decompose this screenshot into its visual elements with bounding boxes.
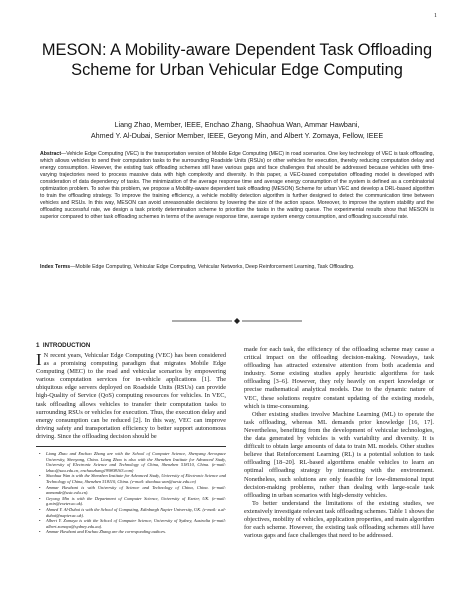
- footnote-item: • Ammar Hawbani and Enchao Zhang are the corresponding authors.: [46, 529, 226, 535]
- author-line-2: Ahmed Y. Al-Dubai, Senior Member, IEEE, Geyong Min, and Albert Y. Zomaya, Fellow, IEEE: [90, 130, 384, 140]
- abstract-label: Abstract: [40, 151, 62, 157]
- index-terms-label: Index Terms: [40, 264, 71, 270]
- paper-title: MESON: A Mobility-aware Dependent Task Offloading Scheme for Urban Vehicular Edge Computing: [41, 41, 433, 79]
- footnote-item: • Ammar Hawbani is with University of Science and Technology of China, China. (e-mail: anmande@ustc.edu.cn).: [46, 485, 226, 496]
- section-number: 1: [36, 342, 40, 349]
- body-paragraph: Other existing studies involve Machine Learning (ML) to operate the task offloading, whereas ML demands prior knowledge [16, 17]. Nevertheless, benefiting from the development of vehicular technologies, the data generated by vehicles is with variability and diversity. It is difficult to obtain large amounts of data to train ML models. Other studies believe that Reinforcement Learning (RL) is a potential solution to task offloading [18–20]. RL-based algorithms enable vehicles to learn an optimal offloading strategy by interacting with the environment. Nonetheless, such solutions are only feasible for low-dimensional input decision-making problems, rather than dealing with large-scale task offloading in urban scenarios with high-density vehicles.: [244, 410, 434, 499]
- diamond-icon: [234, 318, 240, 324]
- intro-paragraph: [36, 352, 226, 441]
- affiliation-footnotes: [36, 451, 226, 535]
- section-heading: [36, 342, 226, 350]
- index-terms-text: —Mobile Edge Computing, Vehicular Edge Computing, Vehicular Networks, Deep Reinforcement Learning, Task Offloading.: [70, 264, 355, 270]
- abstract-text: —Vehicle Edge Computing (VEC) is the transportation version of Mobile Edge Computing (MEC) in road scenarios. One key technology of VEC is task offloading, which allows vehicles to send their computation tasks to the surrounding Roadside Units (RSUs) or other vehicles for execution, thereby reducing computation delay and energy consumption. However, the existing task offloading schemes still have various gaps and face challenges that should be addressed because vehicles with time-varying trajectories need to process massive data with high complexity and diversity. In this paper, a VEC-based computation offloading model is developed with consideration of data dependency of tasks. The minimization of the average response time and average energy consumption of the system is defined as a combinatorial optimization problem. To solve this problem, we propose a Mobility-aware dependent task offloading (MESON) Scheme for urban VEC and develop a DRL-based algorithm to train the offloading strategy. To improve the training efficiency, a vehicle mobility detection algorithm is further designed to detect the communication time between vehicles and RSUs. In this way, MESON can avoid unreasonable decisions by lowering the size of the action space. Moreover, to improve the system stability and the offloading successful rate, we design a task priority determination scheme to prioritize the tasks in the waiting queue. The experimental results show that MESON is superior compared to other task offloading schemes in terms of the average response time, average system energy consumption, and offloading successful rate.: [40, 151, 434, 221]
- left-column: [36, 342, 226, 535]
- abstract: [40, 151, 434, 221]
- footnote-item: • Liang Zhao and Enchao Zhang are with the School of Computer Science, Shenyang Aerospace University, Shenyang, China. Liang Zhao is also with the Shenzhen Institute for Advanced Study, University of Electronic Science and Technology of China, Shenzhen 518110, China. (e-mail: lzhao@sau.edu.cn, enchaozhang199808163.com): [46, 451, 226, 473]
- right-column: [244, 346, 434, 540]
- page-number: 1: [434, 13, 437, 19]
- section-divider: [172, 317, 302, 325]
- drop-cap: I: [36, 350, 42, 369]
- footnote-item: • Geyong Min is with the Department of Computer Science, University of Exeter, UK. (e-mail: g.min@exeter.ac.uk).: [46, 496, 226, 507]
- author-line-1: Liang Zhao, Member, IEEE, Enchao Zhang, Shaohua Wan, Ammar Hawbani,: [114, 120, 360, 129]
- intro-text: N recent years, Vehicular Edge Computing (VEC) has been considered as a promising computing paradigm that migrates Mobile Edge Computing (MEC) to the road and vehicular scenarios by empowering various computation services for in-vehicle applications [1]. The ubiquitous edge servers deployed on Roadside Units (RSUs) can provide high-Quality of Service (QoS) computing resources for vehicles. In VEC, task offloading allows vehicles to transfer their computation tasks to surrounding RSUs or vehicles for execution. Thus, the execution delay and energy consumption can be reduced [2]. In this way, VEC can improve driving safety and transportation efficiency to better support autonomous driving. Since the offloading decision should be: [36, 352, 226, 440]
- index-terms: [40, 264, 434, 271]
- author-list: [40, 120, 434, 142]
- body-paragraph: To better understand the limitations of the existing studies, we extensively investigate relevant task offloading schemes. Table 1 shows the objectives, mobility of vehicles, application properties, and main algorithm for each scheme. However, the existing task offloading schemes still have various gaps and face challenges that need to be addressed.: [244, 499, 434, 540]
- footnote-item: • Shaohua Wan is with the Shenzhen Institute for Advanced Study, University of Electronic Science and Technology of China, Shenzhen 518110, China. (e-mail: shaohua.wan@uestc.edu.cn): [46, 473, 226, 484]
- footnote-rule: [36, 446, 226, 447]
- footnote-item: • Ahmed Y. Al-Dubai is with the School of Computing, Edinburgh Napier University, UK. (e-mail: a.al-dubai@napier.ac.uk).: [46, 507, 226, 518]
- footnote-item: • Albert Y. Zomaya is with the School of Computer Science, University of Sydney, Australia (e-mail: albert.zomaya@sydney.edu.au).: [46, 518, 226, 529]
- body-paragraph: made for each task, the efficiency of the offloading scheme may cause a critical impact on the offloading decision-making. Nowadays, task offloading has attracted extensive attention from both academia and industry. Some existing studies apply heuristic algorithms for task offloading [3–6]. However, they rely heavily on expert knowledge or precise mathematical analytical models. Due to the dynamic nature of VEC, these solutions require constant updating of the existing models, which is time-consuming.: [244, 346, 434, 410]
- section-title: INTRODUCTION: [42, 342, 91, 349]
